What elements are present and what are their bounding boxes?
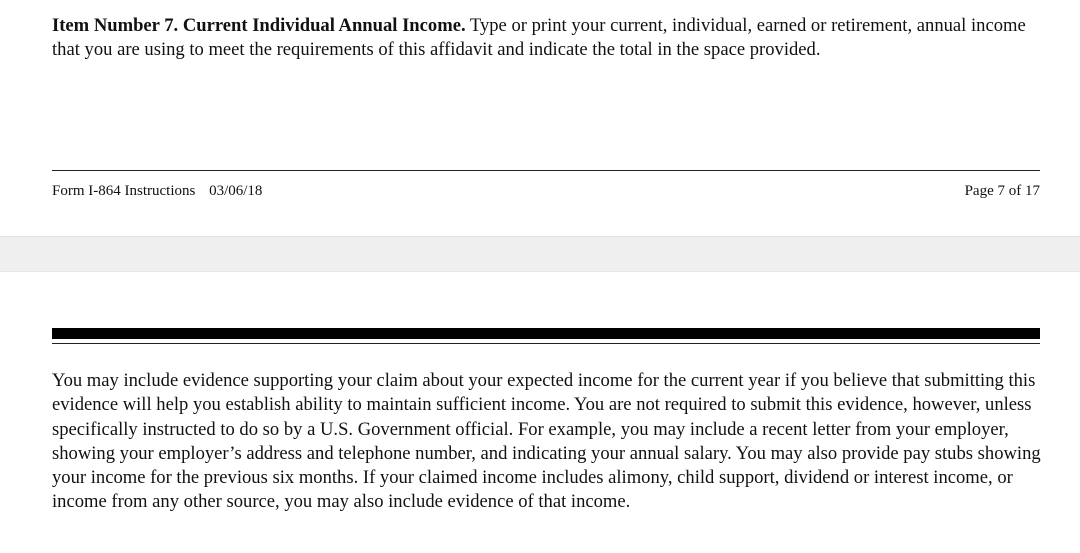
item-7-paragraph	[52, 14, 1042, 62]
header-thin-rule	[52, 343, 1040, 344]
footer-form-info	[52, 182, 262, 200]
header-thick-bar	[52, 328, 1040, 339]
footer-form-date: 03/06/18	[209, 183, 263, 199]
page-break-gap	[0, 236, 1080, 272]
document-page-8	[0, 272, 1080, 553]
document-page-7	[0, 0, 1080, 236]
footer-page-number: Page 7 of 17	[964, 183, 1040, 199]
page-footer	[52, 182, 1040, 200]
footer-form-name: Form I-864 Instructions	[52, 183, 196, 199]
footer-divider	[52, 170, 1040, 171]
item-7-heading: Item Number 7. Current Individual Annual Income.	[52, 15, 466, 36]
item-7-text: Type or print your current, individual, earned or retirement, annual income that you are using to meet the requirements of this affidavit and indicate the total in the space provided.	[52, 15, 1026, 60]
evidence-paragraph: You may include evidence supporting your claim about your expected income for the current year if you believe that submitting this evidence will help you establish ability to maintain sufficient income. You are not required to submit this evidence, however, unless specifically instructed to do so by a U.S. Government official. For example, you may include a recent letter from your employer, showing your employer’s address and telephone number, and indicating your annual salary. You may also provide pay stubs showing your income for the previous six months. If your claimed income includes alimony, child support, dividend or interest income, or income from any other source, you may also include evidence of that income.	[52, 370, 1041, 513]
